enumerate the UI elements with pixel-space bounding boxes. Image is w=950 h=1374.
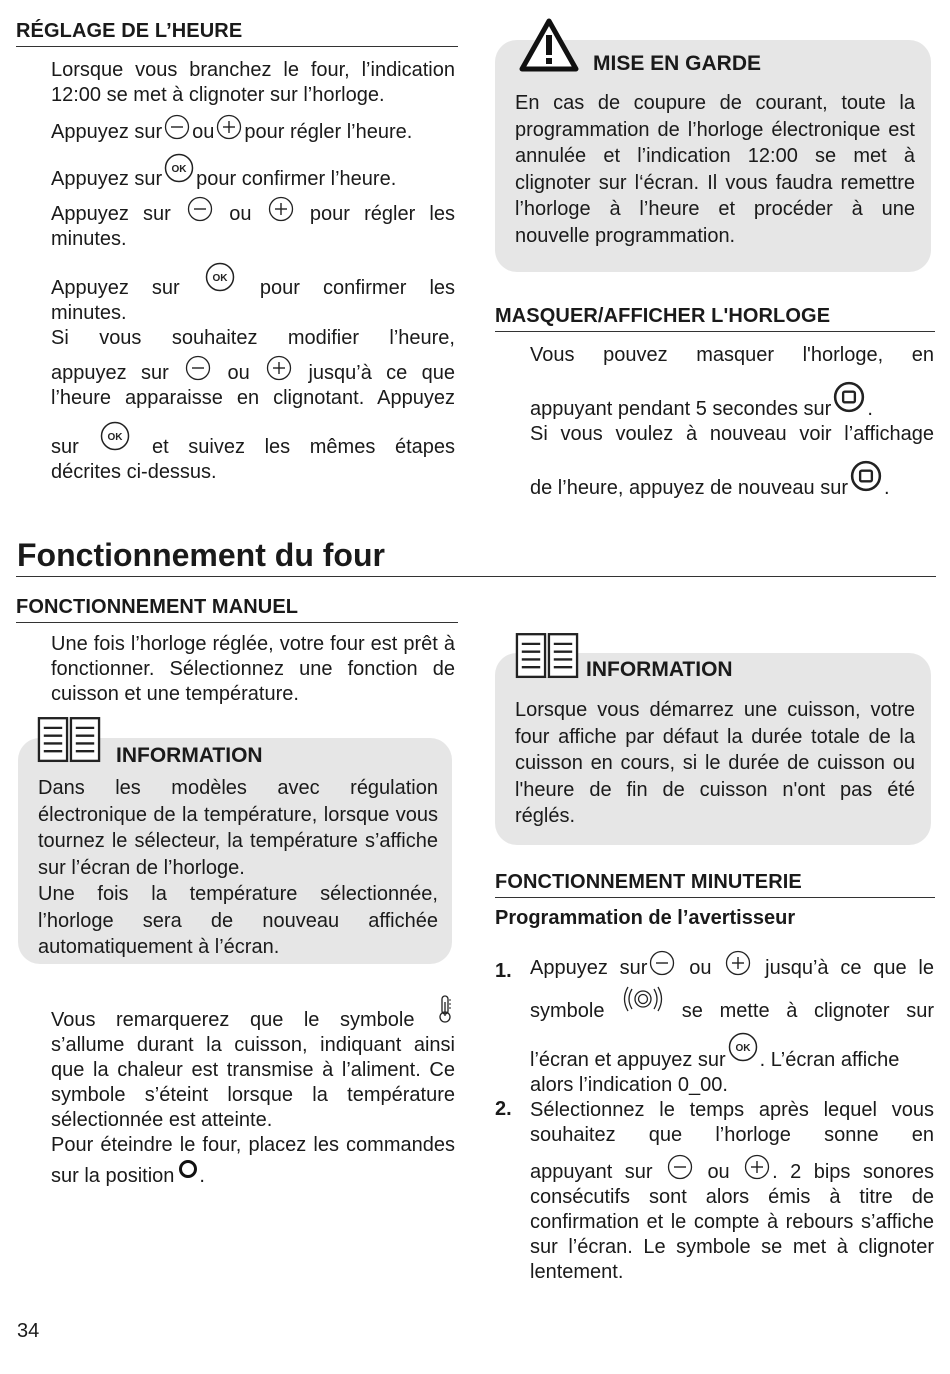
off-position-icon	[177, 1158, 199, 1180]
info-right-text: Lorsque vous démarrez une cuisson, votre four affiche par défaut la durée totale de la cuisson en cours, si le durée de cuisson ou l'heure de fin de cuisson n'ont pas été réglés.	[515, 699, 915, 827]
clock-button-icon	[850, 460, 882, 492]
section-heading-manuel	[16, 596, 458, 623]
plus-icon	[216, 114, 242, 140]
masquer-line-4: de l’heure, appuyez de nouveau sur .	[530, 460, 934, 501]
minus-icon	[164, 114, 190, 140]
ok-icon	[728, 1032, 758, 1062]
warning-text: En cas de coupure de courant, toute la programmation de l’horloge électronique est annulée et l’indication 12:00 se met à clignoter sur l‘écran. Il vous faudra remettre l’horloge à l’heure et procéder à une nouvelle programmation.	[515, 92, 915, 247]
ok-icon	[205, 262, 235, 292]
section-title: Fonctionnement du four	[17, 537, 385, 573]
minus-icon	[187, 196, 213, 222]
step-1-line-a: Appuyez sur ou jusqu’à ce que le	[530, 950, 934, 981]
minus-icon	[185, 355, 211, 381]
remarque-line-1: Vous remarquerez que le symbole	[51, 994, 455, 1033]
step-number-1: 1.	[495, 960, 512, 982]
masquer-title: MASQUER/AFFICHER L'HORLOGE	[495, 305, 831, 327]
reglage-title: RÉGLAGE DE L’HEURE	[16, 20, 243, 42]
minus-icon	[649, 950, 675, 976]
info-book-icon	[515, 632, 579, 681]
step-1-line-c: l’écran et appuyez sur . L’écran affiche	[530, 1032, 934, 1073]
minus-icon	[667, 1154, 693, 1180]
step-number-2: 2.	[495, 1098, 512, 1120]
remarque-line-2: Pour éteindre le four, placez les commandes sur la position .	[51, 1134, 455, 1187]
reglage-end-line: décrites ci-dessus.	[51, 461, 217, 483]
clock-button-icon	[833, 381, 865, 413]
thermometer-icon	[437, 994, 453, 1024]
info-book-icon	[37, 716, 101, 765]
step-2-body	[530, 1098, 934, 1285]
masquer-body	[530, 343, 934, 501]
info-left-text-1: Dans les modèles avec régulation électronique de la température, lorsque vous tournez le sélecteur, la température s’affiche sur l’écran de l’horloge.	[38, 777, 438, 879]
section-title-rule	[16, 576, 936, 577]
section-heading-reglage	[16, 20, 458, 47]
reglage-follow-line: sur et suivez les mêmes étapes	[51, 421, 455, 460]
masquer-line-3: Si vous voulez à nouveau voir l’affichage	[530, 423, 934, 445]
reglage-modify-line: Si vous souhaitez modifier l’heure,	[51, 327, 455, 349]
step-1-line-b: symbole se mette à clignoter sur	[530, 985, 934, 1024]
minuterie-subtitle: Programmation de l’avertisseur	[495, 907, 796, 929]
bell-alarm-icon	[623, 985, 663, 1013]
reglage-modify-buttons: appuyez sur ou jusqu’à ce que	[51, 355, 455, 386]
reglage-step-confirm-minutes: Appuyez sur pour confirmer les	[51, 262, 455, 301]
step-2-line-b: souhaitez que l’horloge sonne en	[530, 1124, 934, 1146]
reglage-step-hour: Appuyez sur ou pour régler l’heure.	[51, 114, 455, 145]
plus-icon	[266, 355, 292, 381]
info-left-body	[38, 775, 438, 961]
step-2-line-c: appuyant sur ou . 2 bips sonores	[530, 1154, 934, 1185]
warning-triangle-icon	[519, 18, 579, 72]
reglage-blink-line: l’heure apparaisse en clignotant. Appuyez	[51, 387, 455, 409]
step-2-line-d: consécutifs sont alors émis à titre de confirmation et le compte à rebours s’affiche sur l’écran. Le symbole se met à clignoter lentement.	[530, 1186, 934, 1283]
warning-title: MISE EN GARDE	[593, 52, 762, 75]
manuel-title: FONCTIONNEMENT MANUEL	[16, 596, 299, 618]
remarque-body	[51, 994, 455, 1189]
step-1-body	[530, 950, 934, 1098]
info-left-text-2: Une fois la température sélectionnée, l’horloge sera de nouveau affichée automatiquement à l’écran.	[38, 883, 438, 958]
masquer-line-2: appuyant pendant 5 secondes sur .	[530, 381, 934, 422]
masquer-line-1: Vous pouvez masquer l'horloge, en	[530, 344, 934, 366]
remarque-rest: s’allume durant la cuisson, indiquant ainsi que la chaleur est transmise à l’aliment. Ce symbole s’éteint lorsque la température sélectionnée est atteinte.	[51, 1034, 455, 1131]
manuel-text: Une fois l’horloge réglée, votre four est prêt à fonctionner. Sélectionnez une fonction de cuisson et une température.	[51, 633, 455, 705]
info-right-title: INFORMATION	[586, 658, 733, 681]
plus-icon	[744, 1154, 770, 1180]
info-left-title: INFORMATION	[116, 744, 263, 767]
ok-icon	[100, 421, 130, 451]
plus-icon	[725, 950, 751, 976]
ok-icon	[164, 153, 194, 183]
step-2-line-a: Sélectionnez le temps après lequel vous	[530, 1099, 934, 1121]
reglage-step-minutes: Appuyez sur ou pour régler les	[51, 196, 455, 227]
section-heading-masquer	[495, 305, 935, 332]
reglage-minutes-end: minutes.	[51, 228, 127, 250]
reglage-minutes-end-2: minutes.	[51, 302, 127, 324]
reglage-intro: Lorsque vous branchez le four, l’indication 12:00 se met à clignoter sur l’horloge.	[51, 59, 455, 106]
step-1-line-d: alors l’indication 0_00.	[530, 1074, 728, 1096]
reglage-step-confirm-hour: Appuyez sur pour confirmer l’heure.	[51, 153, 455, 192]
page-number: 34	[17, 1320, 40, 1342]
minuterie-title: FONCTIONNEMENT MINUTERIE	[495, 871, 802, 893]
section-heading-minuterie	[495, 871, 935, 898]
plus-icon	[268, 196, 294, 222]
reglage-body	[51, 58, 455, 485]
